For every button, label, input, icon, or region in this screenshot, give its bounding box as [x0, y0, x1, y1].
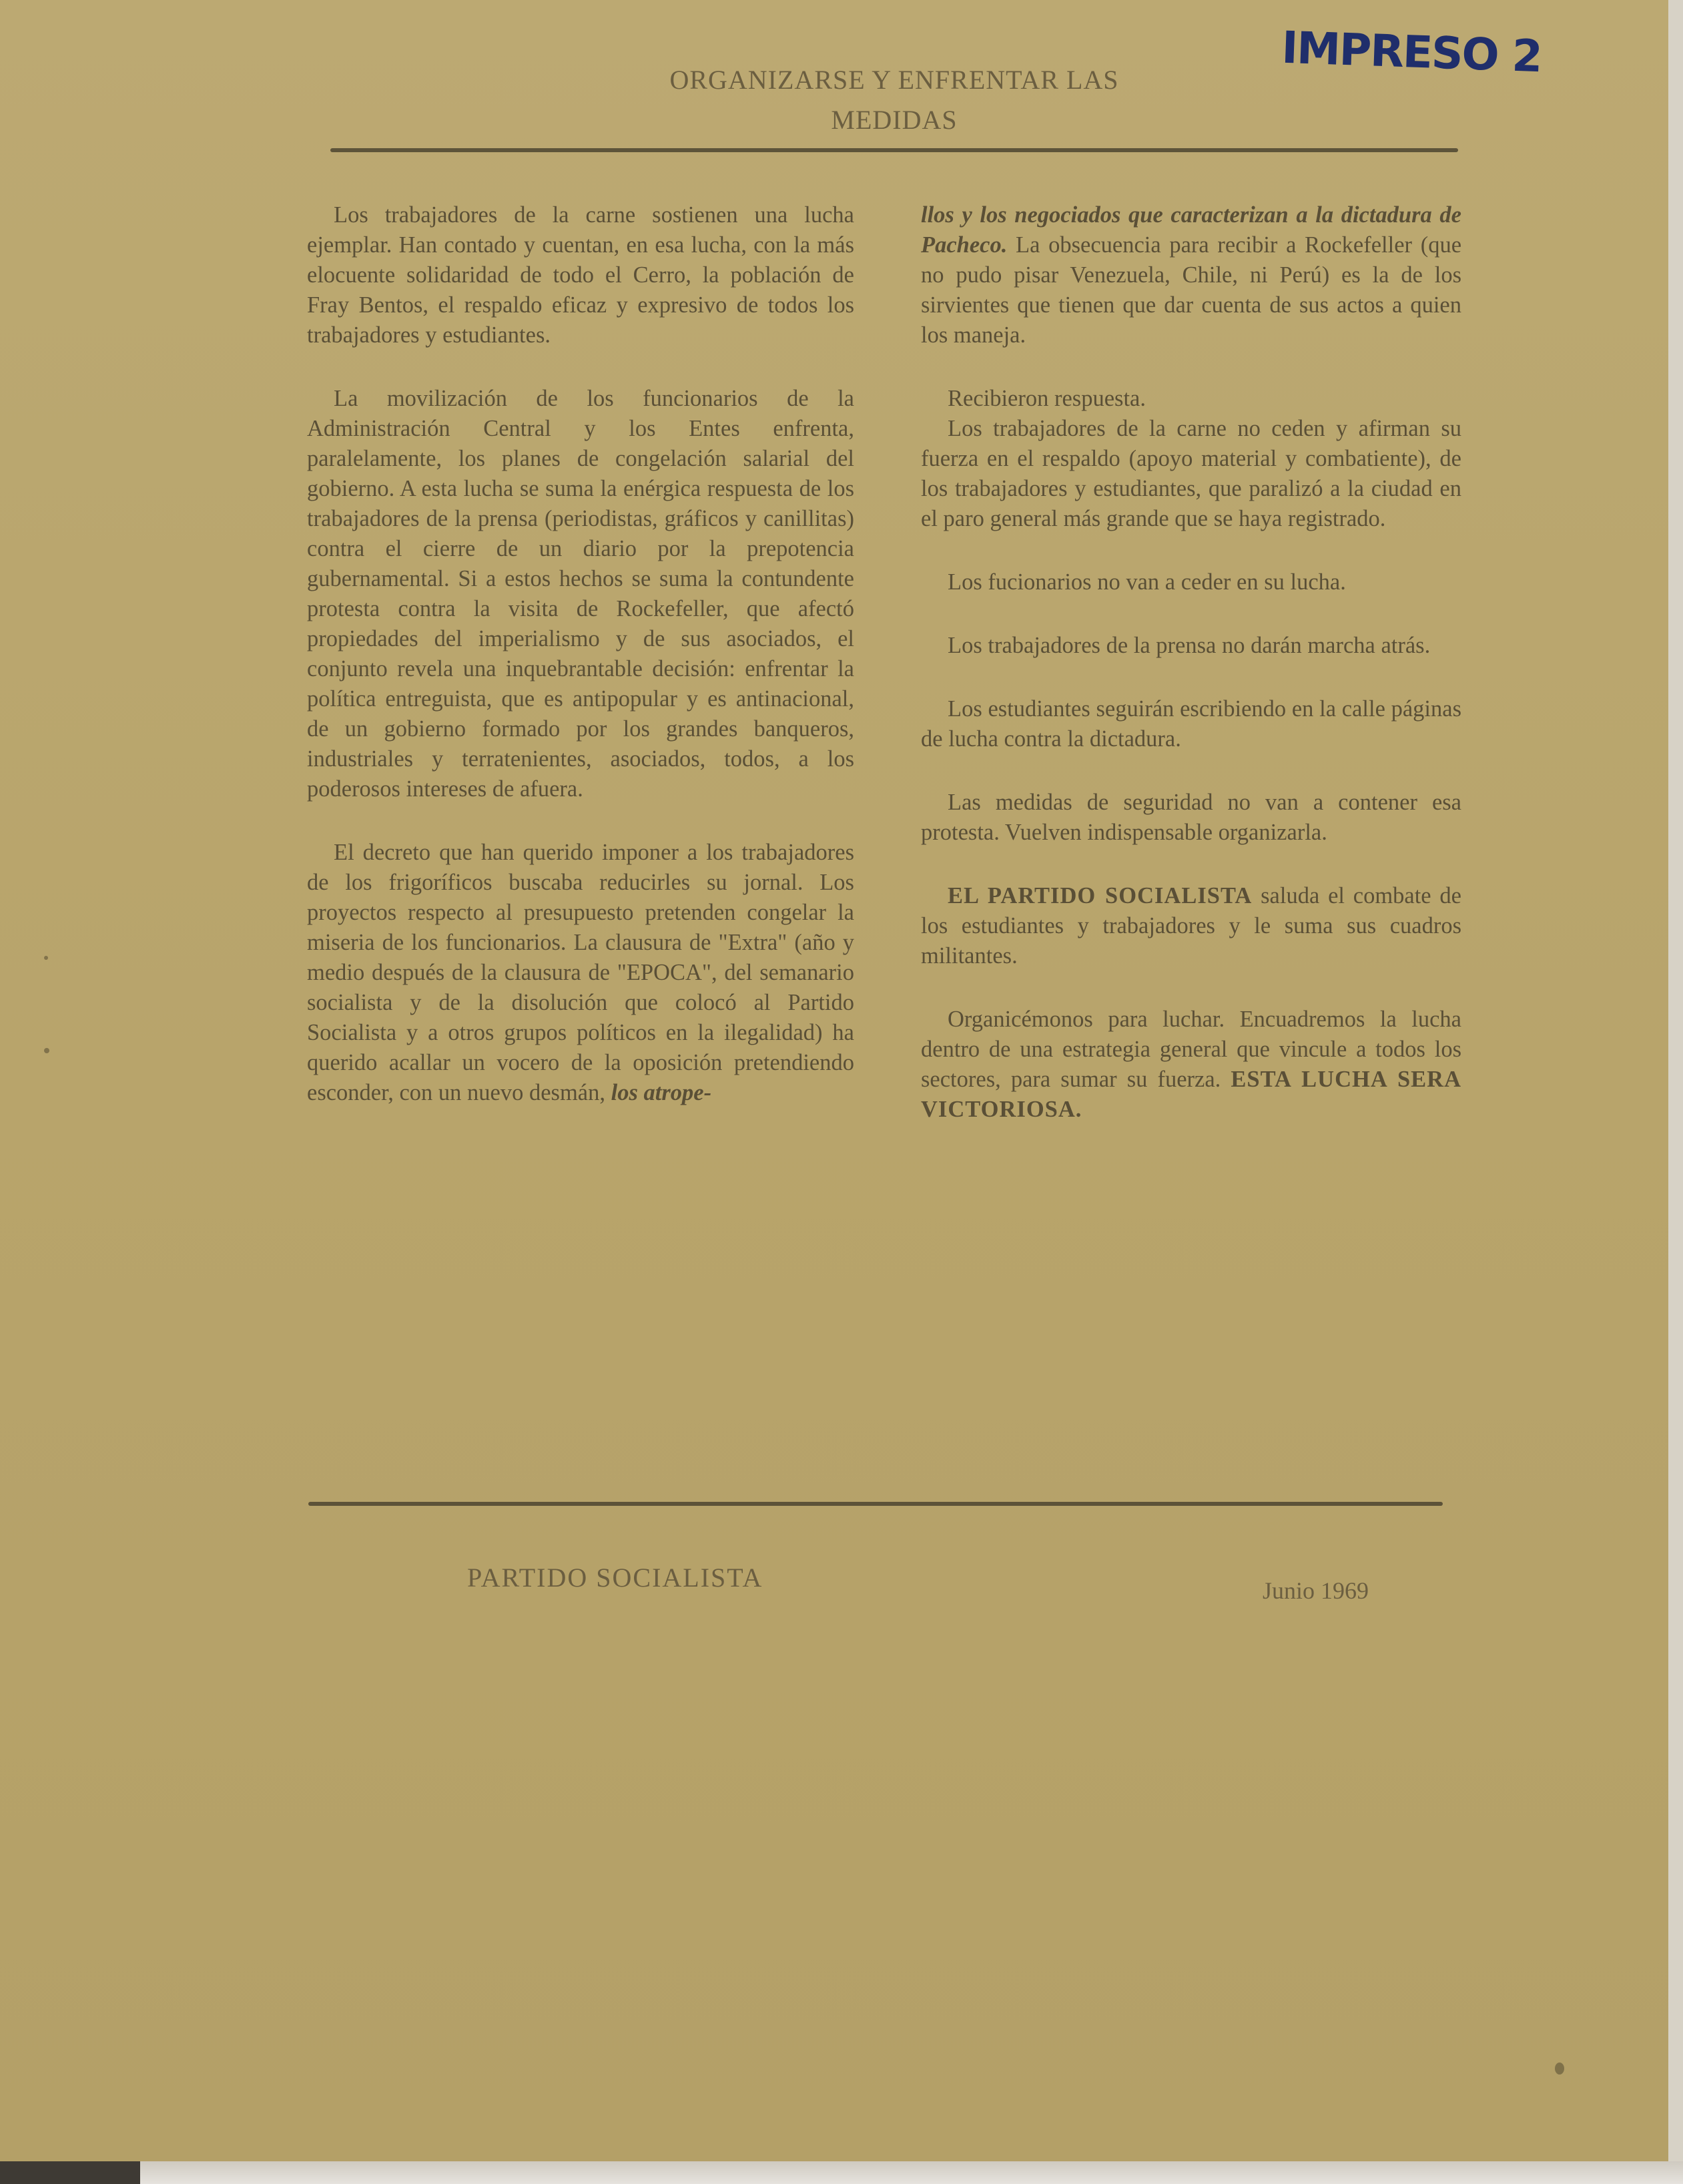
- paper-speck: [44, 1048, 49, 1053]
- party-salute-name: EL PARTIDO SOCIALISTA: [948, 883, 1253, 908]
- title-line-2: MEDIDAS: [831, 105, 958, 135]
- right-paragraph-1-lead: llos y los negociados que caracterizan a la dictadura de Pacheco.: [921, 202, 1461, 258]
- title-line-1: ORGANIZARSE Y ENFRENTAR LAS: [669, 65, 1119, 95]
- left-paragraph-2: La movilización de los funcionarios de la Administración Central y los Entes enfrenta, paralelamente, los planes de congelación salarial del gobierno. A esta lucha se suma la enérgica respuesta de los trabajadores de la prensa (periodistas, gráficos y canillitas) contra el cierre de un diario por la prepotencia gubernamental. Si a estos hechos se suma la contundente protesta contra la visita de Rockefeller, que afectó propiedades del imperialismo y de sus asociados, el conjunto revela una inquebrantable decisión: enfrentar la política entreguista, que es antipopular y es antinacional, de un gobierno formado por los grandes banqueros, industriales y terratenientes, asociados, todos, a los poderosos intereses de afuera.: [307, 386, 854, 802]
- background-edge-right: [1668, 0, 1683, 2161]
- right-paragraph-5: Los estudiantes seguirán escribiendo en la calle páginas de lucha contra la dictadura.: [921, 696, 1461, 752]
- paper-speck: [1555, 2063, 1564, 2075]
- right-paragraph-2: Los trabajadores de la carne no ceden y afirman su fuerza en el respaldo (apoyo material y combatiente), de los trabajadores y estudiantes, que paralizó a la ciudad en el paro general más grande que se haya registrado.: [921, 416, 1461, 531]
- document-title: [507, 60, 1281, 140]
- party-salute-rest: saluda el combate de los estudiantes y trabajadores y le suma sus cuadros militantes.: [921, 883, 1461, 969]
- footer-date: Junio 1969: [1263, 1577, 1369, 1604]
- right-paragraph-3: Los fucionarios no van a ceder en su lucha.: [948, 569, 1346, 595]
- background-edge-bottom: [0, 2161, 1683, 2184]
- left-paragraph-3: [307, 838, 854, 1108]
- closing-text: Organicémonos para luchar. Encuadremos la lucha dentro de una estrategia general que vincule a todos los sectores, para sumar su fuerza.: [921, 1007, 1461, 1092]
- right-column: [921, 200, 1461, 1158]
- right-paragraph-7: [921, 881, 1461, 971]
- footer-signature: PARTIDO SOCIALISTA: [467, 1563, 763, 1593]
- closing-upper: ESTA LUCHA SERA VICTORIOSA.: [921, 1067, 1461, 1122]
- right-heading: Recibieron respuesta.: [948, 386, 1146, 411]
- right-paragraph-1: [921, 200, 1461, 350]
- paper-speck: [44, 956, 48, 960]
- left-paragraph-3-tail: los atrope-: [611, 1080, 712, 1105]
- left-paragraph-3-text: El decreto que han querido imponer a los trabajadores de los frigoríficos buscaba reducirles su jornal. Los proyectos respecto al presupuesto pretenden congelar la miseria de los funcionarios. La clausura de "Extra" (año y medio después de la clausura de "EPOCA", del semanario socialista y de la disolución que colocó al Partido Socialista y a otros grupos políticos en la ilegalidad) ha querido acallar un vocero de la oposición pretendiendo esconder, con un nuevo desmán,: [307, 840, 854, 1105]
- right-paragraph-6: Las medidas de seguridad no van a contener esa protesta. Vuelven indispensable organizarla.: [921, 790, 1461, 845]
- left-paragraph-1: Los trabajadores de la carne sostienen una lucha ejemplar. Han contado y cuentan, en esa lucha, con la más elocuente solidaridad de todo el Cerro, la población de Fray Bentos, el respaldo eficaz y expresivo de todos los trabajadores y estudiantes.: [307, 202, 854, 348]
- left-column: [307, 200, 854, 1141]
- background-shadow: [0, 2161, 140, 2184]
- right-paragraph-4: Los trabajadores de la prensa no darán marcha atrás.: [948, 633, 1431, 658]
- bottom-rule: [308, 1502, 1443, 1506]
- handwritten-label: IMPRESO 2: [1281, 21, 1542, 83]
- right-paragraph-8: [921, 1005, 1461, 1125]
- right-paragraph-1-rest: La obsecuencia para recibir a Rockefeller (que no pudo pisar Venezuela, Chile, ni Perú) es la de los sirvientes que tienen que dar cuenta de sus actos a quien los maneja.: [921, 232, 1462, 348]
- top-rule: [330, 148, 1458, 152]
